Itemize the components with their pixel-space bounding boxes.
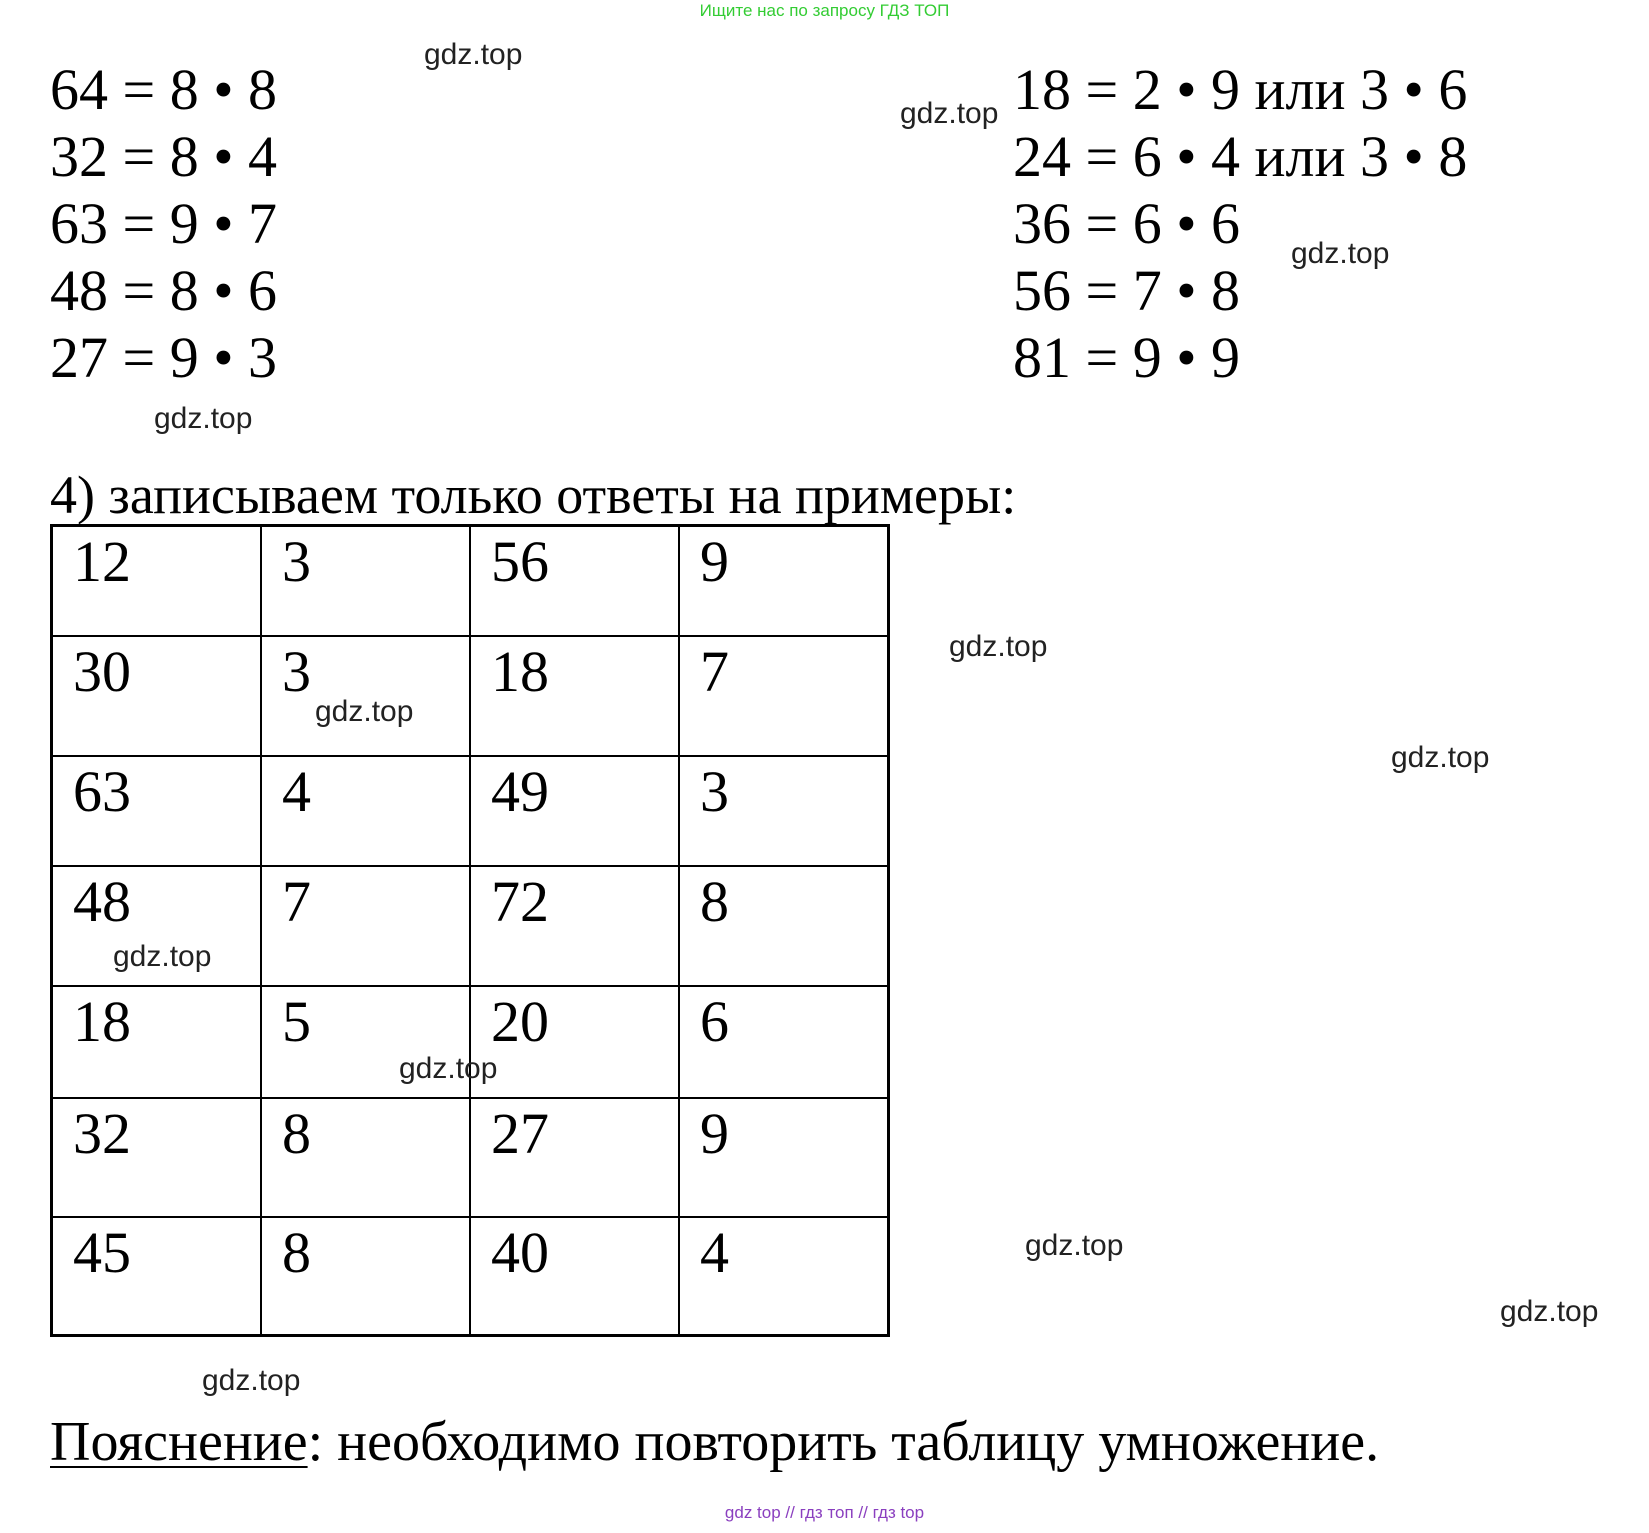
table-cell: 72	[470, 866, 679, 986]
equation-line: 27 = 9 • 3	[50, 325, 278, 390]
equation-line: 56 = 7 • 8	[1013, 258, 1241, 323]
answers-table	[50, 524, 890, 1337]
watermark: gdz.top	[399, 1052, 498, 1085]
table-cell: 8	[261, 1098, 470, 1217]
table-row	[52, 526, 889, 637]
watermark: gdz.top	[315, 695, 414, 728]
table-cell: 30	[52, 636, 262, 756]
table-cell: 7	[261, 866, 470, 986]
table-cell: 7	[679, 636, 889, 756]
equation-line: 32 = 8 • 4	[50, 124, 278, 189]
watermark: gdz.top	[949, 630, 1048, 663]
explanation-label: Пояснение	[50, 1411, 308, 1473]
table-cell: 5	[261, 986, 470, 1098]
watermark: gdz.top	[113, 940, 212, 973]
explanation-text: : необходимо повторить таблицу умножение.	[307, 1411, 1380, 1473]
equation-line: 63 = 9 • 7	[50, 191, 278, 256]
table-cell: 48	[52, 866, 262, 986]
watermark: gdz.top	[1025, 1229, 1124, 1262]
table-cell: 4	[261, 756, 470, 866]
table-cell: 27	[470, 1098, 679, 1217]
table-cell: 9	[679, 526, 889, 637]
equation-line: 64 = 8 • 8	[50, 57, 278, 122]
table-cell: 8	[261, 1217, 470, 1336]
table-cell: 63	[52, 756, 262, 866]
table-cell: 3	[679, 756, 889, 866]
watermark: gdz.top	[1291, 237, 1390, 270]
table-cell: 20	[470, 986, 679, 1098]
section-heading: 4) записываем только ответы на примеры:	[50, 465, 1017, 525]
table-row	[52, 756, 889, 866]
header-banner: Ищите нас по запросу ГДЗ ТОП	[699, 1, 950, 20]
table-cell: 9	[679, 1098, 889, 1217]
table-cell: 56	[470, 526, 679, 637]
watermark: gdz.top	[1500, 1295, 1599, 1328]
table-cell: 49	[470, 756, 679, 866]
table-cell: 45	[52, 1217, 262, 1336]
table-cell: 18	[52, 986, 262, 1098]
table-row	[52, 636, 889, 756]
table-cell: 18	[470, 636, 679, 756]
equation-line: 36 = 6 • 6	[1013, 191, 1241, 256]
equation-line: 81 = 9 • 9	[1013, 325, 1241, 390]
watermark: gdz.top	[202, 1364, 301, 1397]
table-cell: 8	[679, 866, 889, 986]
explanation	[50, 1410, 1379, 1474]
equations-right-column	[1013, 56, 1467, 391]
watermark: gdz.top	[154, 402, 253, 435]
table-cell: 6	[679, 986, 889, 1098]
watermark: gdz.top	[900, 97, 999, 130]
table-cell: 3	[261, 636, 470, 756]
watermark: gdz.top	[424, 38, 523, 71]
table-cell: 40	[470, 1217, 679, 1336]
table-cell: 32	[52, 1098, 262, 1217]
table-cell: 4	[679, 1217, 889, 1336]
equation-line: 24 = 6 • 4 или 3 • 8	[1013, 124, 1468, 189]
equations-left-column	[50, 56, 277, 391]
table-row	[52, 1217, 889, 1336]
footer-banner: gdz top // гдз топ // гдз top	[724, 1503, 925, 1522]
table-row	[52, 1098, 889, 1217]
equation-line: 18 = 2 • 9 или 3 • 6	[1013, 57, 1468, 122]
table-cell: 3	[261, 526, 470, 637]
table-cell: 12	[52, 526, 262, 637]
watermark: gdz.top	[1391, 741, 1490, 774]
equation-line: 48 = 8 • 6	[50, 258, 278, 323]
